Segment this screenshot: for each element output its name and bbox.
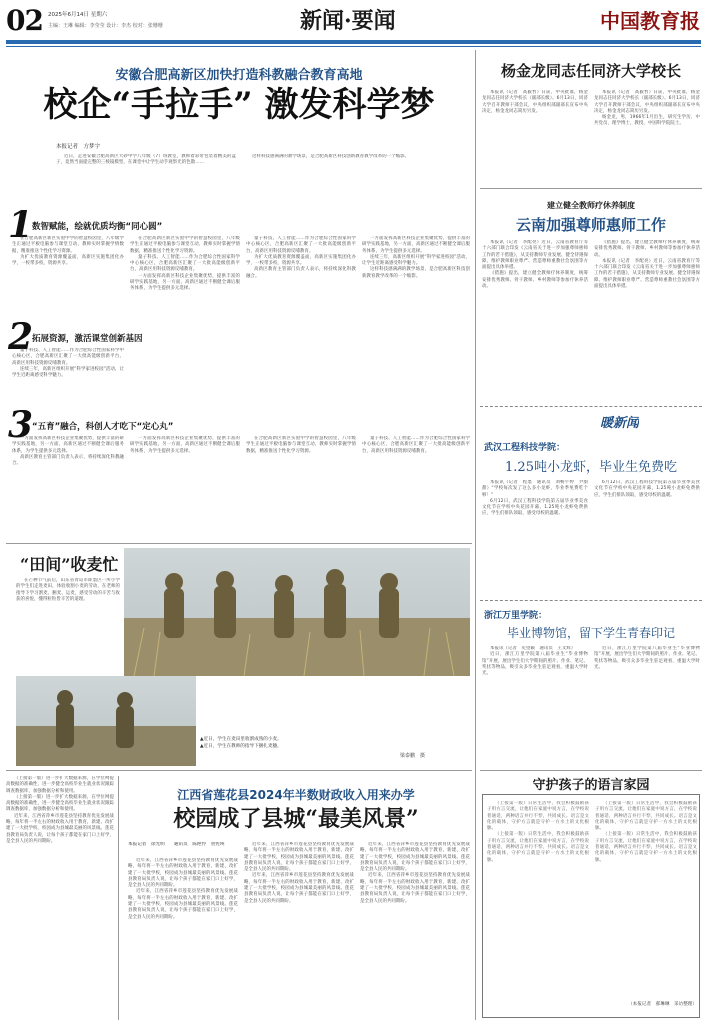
paragraph: 近日，浙江万里学院第八届毕业生“毕业博物馆”开展，展出学生们大学期间的照片、作业、笔记、奖状等物品，吸引众多毕业生驻足观看，重温大学时光。 [482, 652, 588, 677]
body-column [246, 436, 356, 532]
main-lead [56, 154, 236, 190]
paragraph: 本报讯（记者 程墨 通讯员 刘畅宇婷 尹甜甜）“学校每次发了这么多小龙虾，毕业季免费吃个够！” [482, 480, 588, 498]
lianhua-byline: 本报记者 徐光明 通讯员 陈艳怜 曾宪瑛 [128, 842, 225, 847]
masthead-logo: 中国教育报 [600, 9, 700, 33]
divider [480, 770, 702, 771]
body-column [130, 236, 240, 406]
paragraph: （上接第一版）日常生活中，我会积极鼓励孩子用方言交流，让他们在家庭中说方言，在学校说普通话，两种语言并行不悖，共同成长。语言是文化的载体，守护方言就是守护一方水土的文化根脉。 [487, 832, 589, 863]
section-body [12, 236, 124, 318]
column-divider [475, 50, 476, 1020]
paragraph: 为扩大优质教育资源覆盖面，高新区实施集团化办学，一校带多校，资源共享。 [12, 254, 124, 267]
paragraph: 在合肥高新区新区实验中学的智慧校园里，八年级学生正通过平板电脑参与课堂互动，教师实时掌握学情数据，精准推送个性化学习资源。 [12, 236, 124, 254]
yunnan-kicker: 建立健全教师疗休养制度 [547, 201, 635, 210]
section-title: 新闻·要闻 [300, 8, 396, 34]
section-heading: 数智赋能，绘就优质均衡“同心圆” [32, 222, 163, 232]
divider [480, 406, 702, 407]
paragraph: 一方面发挥高新区科技企业集聚优势，提供丰富的研学实践基地，另一方面，高新区通过不断健全课后服务体系，为学生提供多元选择。 [130, 436, 240, 454]
paragraph: 连续三年，高新区组织开展“科学家进校园”活动，让学生近距离感受科学魅力。 [362, 254, 470, 267]
main-kicker: 安徽合肥高新区加快打造科教融合教育高地 [115, 68, 363, 83]
section-number: 2 [8, 322, 34, 352]
essay-signature: （本报记者 郝琳琳 采访整理） [628, 1002, 697, 1007]
brief-section-label: 暖新闻 [600, 416, 640, 431]
yang-headline: 杨金龙同志任同济大学校长 [500, 62, 681, 80]
divider [6, 543, 472, 544]
caption: ▲近日，学生在麦田里收割成熟的小麦。 [200, 737, 282, 742]
body-column [244, 842, 354, 1020]
yunnan-headline: 云南加强尊师惠师工作 [515, 216, 666, 234]
body-column [362, 236, 470, 406]
paragraph: 量子科技、人工智能……作为合肥综合性国家科学中心核心区，合肥高新区汇聚了一大批高能级创新平台，高新区用科技资源反哺教育。 [130, 254, 240, 273]
section-body [12, 436, 124, 532]
paragraph: 量子科技、人工智能……作为合肥综合性国家科学中心核心区，合肥高新区汇聚了一大批高能级创新平台，高新区用科技资源反哺教育。 [362, 436, 470, 454]
paragraph: 本报讯（记者 李配亮）近日，云南省教育厅等十六部门联合印发《云南省关于进一步加强尊师惠师工作的若干措施》，从支持教师专业发展、健全待遇保障、维护教师职业尊严、营造尊师重教社会氛围等方面提出具体举措。 [482, 240, 588, 271]
paragraph: （上接第一版）日常生活中，我会积极鼓励孩子用方言交流，让他们在家庭中说方言，在学校说普通话，两种语言并行不悖，共同成长。语言是文化的载体，守护方言就是守护一方水土的文化根脉。 [595, 801, 697, 832]
caption: ▲近日，学生在教师的指导下捆扎麦穗。 [200, 744, 282, 749]
body-column [487, 801, 589, 1013]
body-column [594, 90, 700, 182]
body-column [482, 240, 588, 402]
paragraph: 杨金龙，男，1966年1月出生，研究生学历，中共党员，理学博士，教授，中国科学院院士。 [594, 115, 700, 127]
header-rule [6, 40, 701, 44]
paragraph: 近年来，江西省萍乡市莲花县坚持教育优先发展战略，每年将一半左右的财政收入用于教育，新建、改扩建了一大批学校，校园成为县城最美丽的风景线。莲花县教育局负责人说，让每个孩子都能在家门口上好学，是全县人民的共同期盼。 [244, 842, 354, 873]
paragraph: 高新区教育主管部门负责人表示，将持续深化科教融合。 [12, 454, 124, 467]
issue-date: 2025年6月14日 星期六 [48, 12, 108, 18]
paragraph: 近年来，江西省萍乡市莲花县坚持教育优先发展战略，每年将一半左右的财政收入用于教育，新建、改扩建了一大批学校，校园成为县城最美丽的风景线。莲花县教育局负责人说，让每个孩子都能在家门口上好学，是全县人民的共同期盼。 [360, 842, 470, 873]
main-headline: 校企“手拉手” 激发科学梦 [43, 85, 435, 125]
continued-column [6, 776, 114, 1020]
paragraph: 近年来，江西省萍乡市莲花县坚持教育优先发展战略，每年将一半左右的财政收入用于教育，新建、改扩建了一大批学校，校园成为县城最美丽的风景线。莲花县教育局负责人说，让每个孩子都能在家门口上好学，是全县人民的共同期盼。 [128, 889, 238, 920]
paragraph: （上接第一版）进一步扩大数据来源，在学位网提高数据的准确性，进一步健全高校毕业生就业状况跟踪调查数据库，加强数据分析和使用。 [6, 776, 114, 794]
essay-headline: 守护孩子的语言家园 [532, 778, 650, 793]
main-lead-2 [244, 154, 444, 190]
paragraph: 连续三年，高新区组织开展“科学家进校园”活动，让学生近距离感受科学魅力。 [12, 366, 124, 379]
editors-line: 主编：王琳 编辑：李莹莹 设计：李杰 校对：张珊珊 [48, 23, 163, 29]
paragraph: 高新区教育主管部门负责人表示，将持续深化科教融合。 [246, 267, 356, 279]
harvest-title: “田间”收麦忙 [20, 555, 119, 574]
section-heading: “五育”融合，科创人才吃下“定心丸” [32, 422, 174, 432]
paragraph: 近年来，江西省萍乡市莲花县坚持教育优先发展战略，每年将一半左右的财政收入用于教育，新建、改扩建了一大批学校，校园成为县城最美丽的风景线。莲花县教育局负责人说，让每个孩子都能在家门口上好学，是全县人民的共同期盼。 [360, 873, 470, 904]
harvest-body [16, 578, 120, 670]
wheat-field-illustration [124, 548, 470, 676]
paragraph: 一方面发挥高新区科技企业集聚优势，提供丰富的研学实践基地，另一方面，高新区通过不断健全课后服务体系，为学生提供多元选择。 [362, 236, 470, 254]
body-column [360, 842, 470, 1020]
section-number: 3 [8, 410, 34, 440]
paragraph: 这样科技感满满的教学场景，是合肥高新区科技创新教育教学改革的一个缩影。 [362, 267, 470, 279]
paragraph: 近年来，江西省萍乡市莲花县坚持教育优先发展战略，每年将一半左右的财政收入用于教育，新建、改扩建了一大批学校，校园成为县城最美丽的风景线。莲花县教育局负责人说，让每个孩子都能在家门口上好学，是全县人民的共同期盼。 [6, 813, 114, 844]
main-article [6, 50, 472, 540]
paragraph: 在合肥高新区新区实验中学的智慧校园里，八年级学生正通过平板电脑参与课堂互动，教师实时掌握学情数据，精准推送个性化学习资源。 [246, 436, 356, 454]
harvest-photo-bottom [16, 676, 196, 766]
paragraph: （上接第一版）日常生活中，我会积极鼓励孩子用方言交流，让他们在家庭中说方言，在学校说普通话，两种语言并行不悖，共同成长。语言是文化的载体，守护方言就是守护一方水土的文化根脉。 [595, 832, 697, 863]
body-column [594, 646, 700, 770]
zhejiang-headline: 毕业博物馆，留下学生青春印记 [506, 626, 675, 640]
photo-credit: 梁泰鹏 摄 [400, 753, 426, 759]
body-column [482, 646, 588, 770]
paragraph: 《措施》提出，建立健全教师疗休养制度，统筹安排优秀教师、骨干教师、乡村教师等参加疗休养活动。 [594, 240, 700, 258]
section-heading: 拓展资源，激活课堂创新基因 [32, 334, 143, 344]
wuhan-headline: 1.25吨小龙虾，毕业生免费吃 [505, 460, 677, 475]
body-column [594, 480, 700, 598]
body-column [246, 236, 356, 406]
paragraph: 量子科技、人工智能……作为合肥综合性国家科学中心核心区，合肥高新区汇聚了一大批高能级创新平台，高新区用科技资源反哺教育。 [12, 348, 124, 366]
main-byline: 本报记者 方梦宇 [56, 144, 101, 150]
lianhua-kicker: 江西省莲花县2024年半数财政收入用来办学 [177, 788, 415, 802]
paragraph: 本报讯（记者 高毅哲）日前，中央批准，杨金龙同志任同济大学校长（副部长级）。6月13日，同济大学召开教师干部会议，中央组织部副部长宣布中央决定，杨金龙同志简历另发。 [594, 90, 700, 114]
paragraph: 量子科技、人工智能……作为合肥综合性国家科学中心核心区，合肥高新区汇聚了一大批高能级创新平台，高新区用科技资源反哺教育。 [246, 236, 356, 254]
body-column [595, 801, 697, 997]
harvest-captions [200, 736, 470, 750]
header-thin-rule [6, 46, 701, 47]
paragraph: 近年来，江西省萍乡市莲花县坚持教育优先发展战略，每年将一半左右的财政收入用于教育，新建、改扩建了一大批学校，校园成为县城最美丽的风景线。莲花县教育局负责人说，让每个孩子都能在家门口上好学，是全县人民的共同期盼。 [128, 858, 238, 889]
lianhua-headline: 校园成了县城“最美风景” [173, 806, 419, 832]
column-divider [118, 776, 119, 1020]
paragraph: 一方面发挥高新区科技企业集聚优势，提供丰富的研学实践基地，另一方面，高新区通过不断健全课后服务体系，为学生提供多元选择。 [130, 273, 240, 292]
paragraph: 本报讯（记者 史望颖 通讯员 王文辉） [490, 646, 576, 651]
paragraph: 本报讯（记者 高毅哲）日前，中央批准，杨金龙同志任同济大学校长（副部长级）。6月13日，同济大学召开教师干部会议，中央组织部副部长宣布中央决定，杨金龙同志简历另发。 [482, 90, 588, 114]
divider [6, 770, 472, 771]
paragraph: 6月12日，武汉工程科技学院第五届毕业季美食文化节在学校中央花园开幕，1.25吨小龙虾免费供应，学生们排队领取，感受母校的温暖。 [594, 480, 700, 498]
paragraph: （上接第一版）进一步扩大数据来源，在学位网提高数据的准确性，进一步健全高校毕业生就业状况跟踪调查数据库，加强数据分析和使用。 [6, 794, 114, 813]
section-number: 1 [8, 210, 34, 240]
body-column [130, 436, 240, 532]
paragraph: 在合肥高新区新区实验中学的智慧校园里，八年级学生正通过平板电脑参与课堂互动，教师实时掌握学情数据，精准推送个性化学习资源。 [130, 236, 240, 254]
paragraph: （上接第一版）日常生活中，我会积极鼓励孩子用方言交流，让他们在家庭中说方言，在学校说普通话，两种语言并行不悖，共同成长。语言是文化的载体，守护方言就是守护一方水土的文化根脉。 [487, 801, 589, 832]
body-column [362, 436, 470, 532]
divider [480, 600, 702, 601]
essay-box [482, 794, 700, 1018]
paragraph: 一方面发挥高新区科技企业集聚优势，提供丰富的研学实践基地，另一方面，高新区通过不断健全课后服务体系，为学生提供多元选择。 [12, 436, 124, 454]
paragraph: 在芒种节气前后，山东省青岛市即墨区一所小学的学生们走进麦田，体验收割小麦的劳动，在老师的指导下学习割麦、捆麦、运麦，感受劳动的辛苦与收获的喜悦，懂得粒粒皆辛苦的道理。 [16, 578, 120, 602]
body-column [594, 240, 700, 402]
paragraph: 《措施》提出，建立健全教师疗休养制度，统筹安排优秀教师、骨干教师、乡村教师等参加疗休养活动。 [482, 271, 588, 290]
wuhan-kicker: 武汉工程科技学院： [484, 443, 566, 453]
section-body [12, 348, 124, 406]
paragraph: 本报讯（记者 李配亮）近日，云南省教育厅等十六部门联合印发《云南省关于进一步加强尊师惠师工作的若干措施》，从支持教师专业发展、健全待遇保障、维护教师职业尊严、营造尊师重教社会氛围等方面提出具体举措。 [594, 258, 700, 290]
paragraph: 近日，浙江万里学院第八届毕业生“毕业博物馆”开展，展出学生们大学期间的照片、作业、笔记、奖状等物品，吸引众多毕业生驻足观看，重温大学时光。 [594, 646, 700, 670]
paragraph: 为扩大优质教育资源覆盖面，高新区实施集团化办学，一校带多校，资源共享。 [246, 254, 356, 267]
page-number: 02 [6, 6, 43, 36]
lead-paragraph: 近日，走进安徽合肥高新区大砂中学八年级（7）班教室，教师着彩带包装着精美的盒子，竟然当面提完整的三棱镜模型，在课堂中让学生动手观察光的色散…… [56, 154, 236, 166]
body-column [128, 858, 238, 1020]
body-column [482, 90, 588, 182]
paragraph: 6月12日，武汉工程科技学院第五届毕业季美食文化节在学校中央花园开幕，1.25吨小龙虾免费供应，学生们排队领取，感受母校的温暖。 [482, 498, 588, 517]
wheat-bundling-illustration [16, 676, 196, 766]
body-column [482, 480, 588, 598]
zhejiang-kicker: 浙江万里学院： [484, 611, 548, 621]
lead-paragraph: 这样科技感满满的教学场景，是合肥高新区科技创新教育教学改革的一个缩影。 [252, 154, 410, 159]
divider [480, 188, 702, 189]
harvest-photo-top [124, 548, 470, 676]
paragraph: 近年来，江西省萍乡市莲花县坚持教育优先发展战略，每年将一半左右的财政收入用于教育，新建、改扩建了一大批学校，校园成为县城最美丽的风景线。莲花县教育局负责人说，让每个孩子都能在家门口上好学，是全县人民的共同期盼。 [244, 873, 354, 904]
